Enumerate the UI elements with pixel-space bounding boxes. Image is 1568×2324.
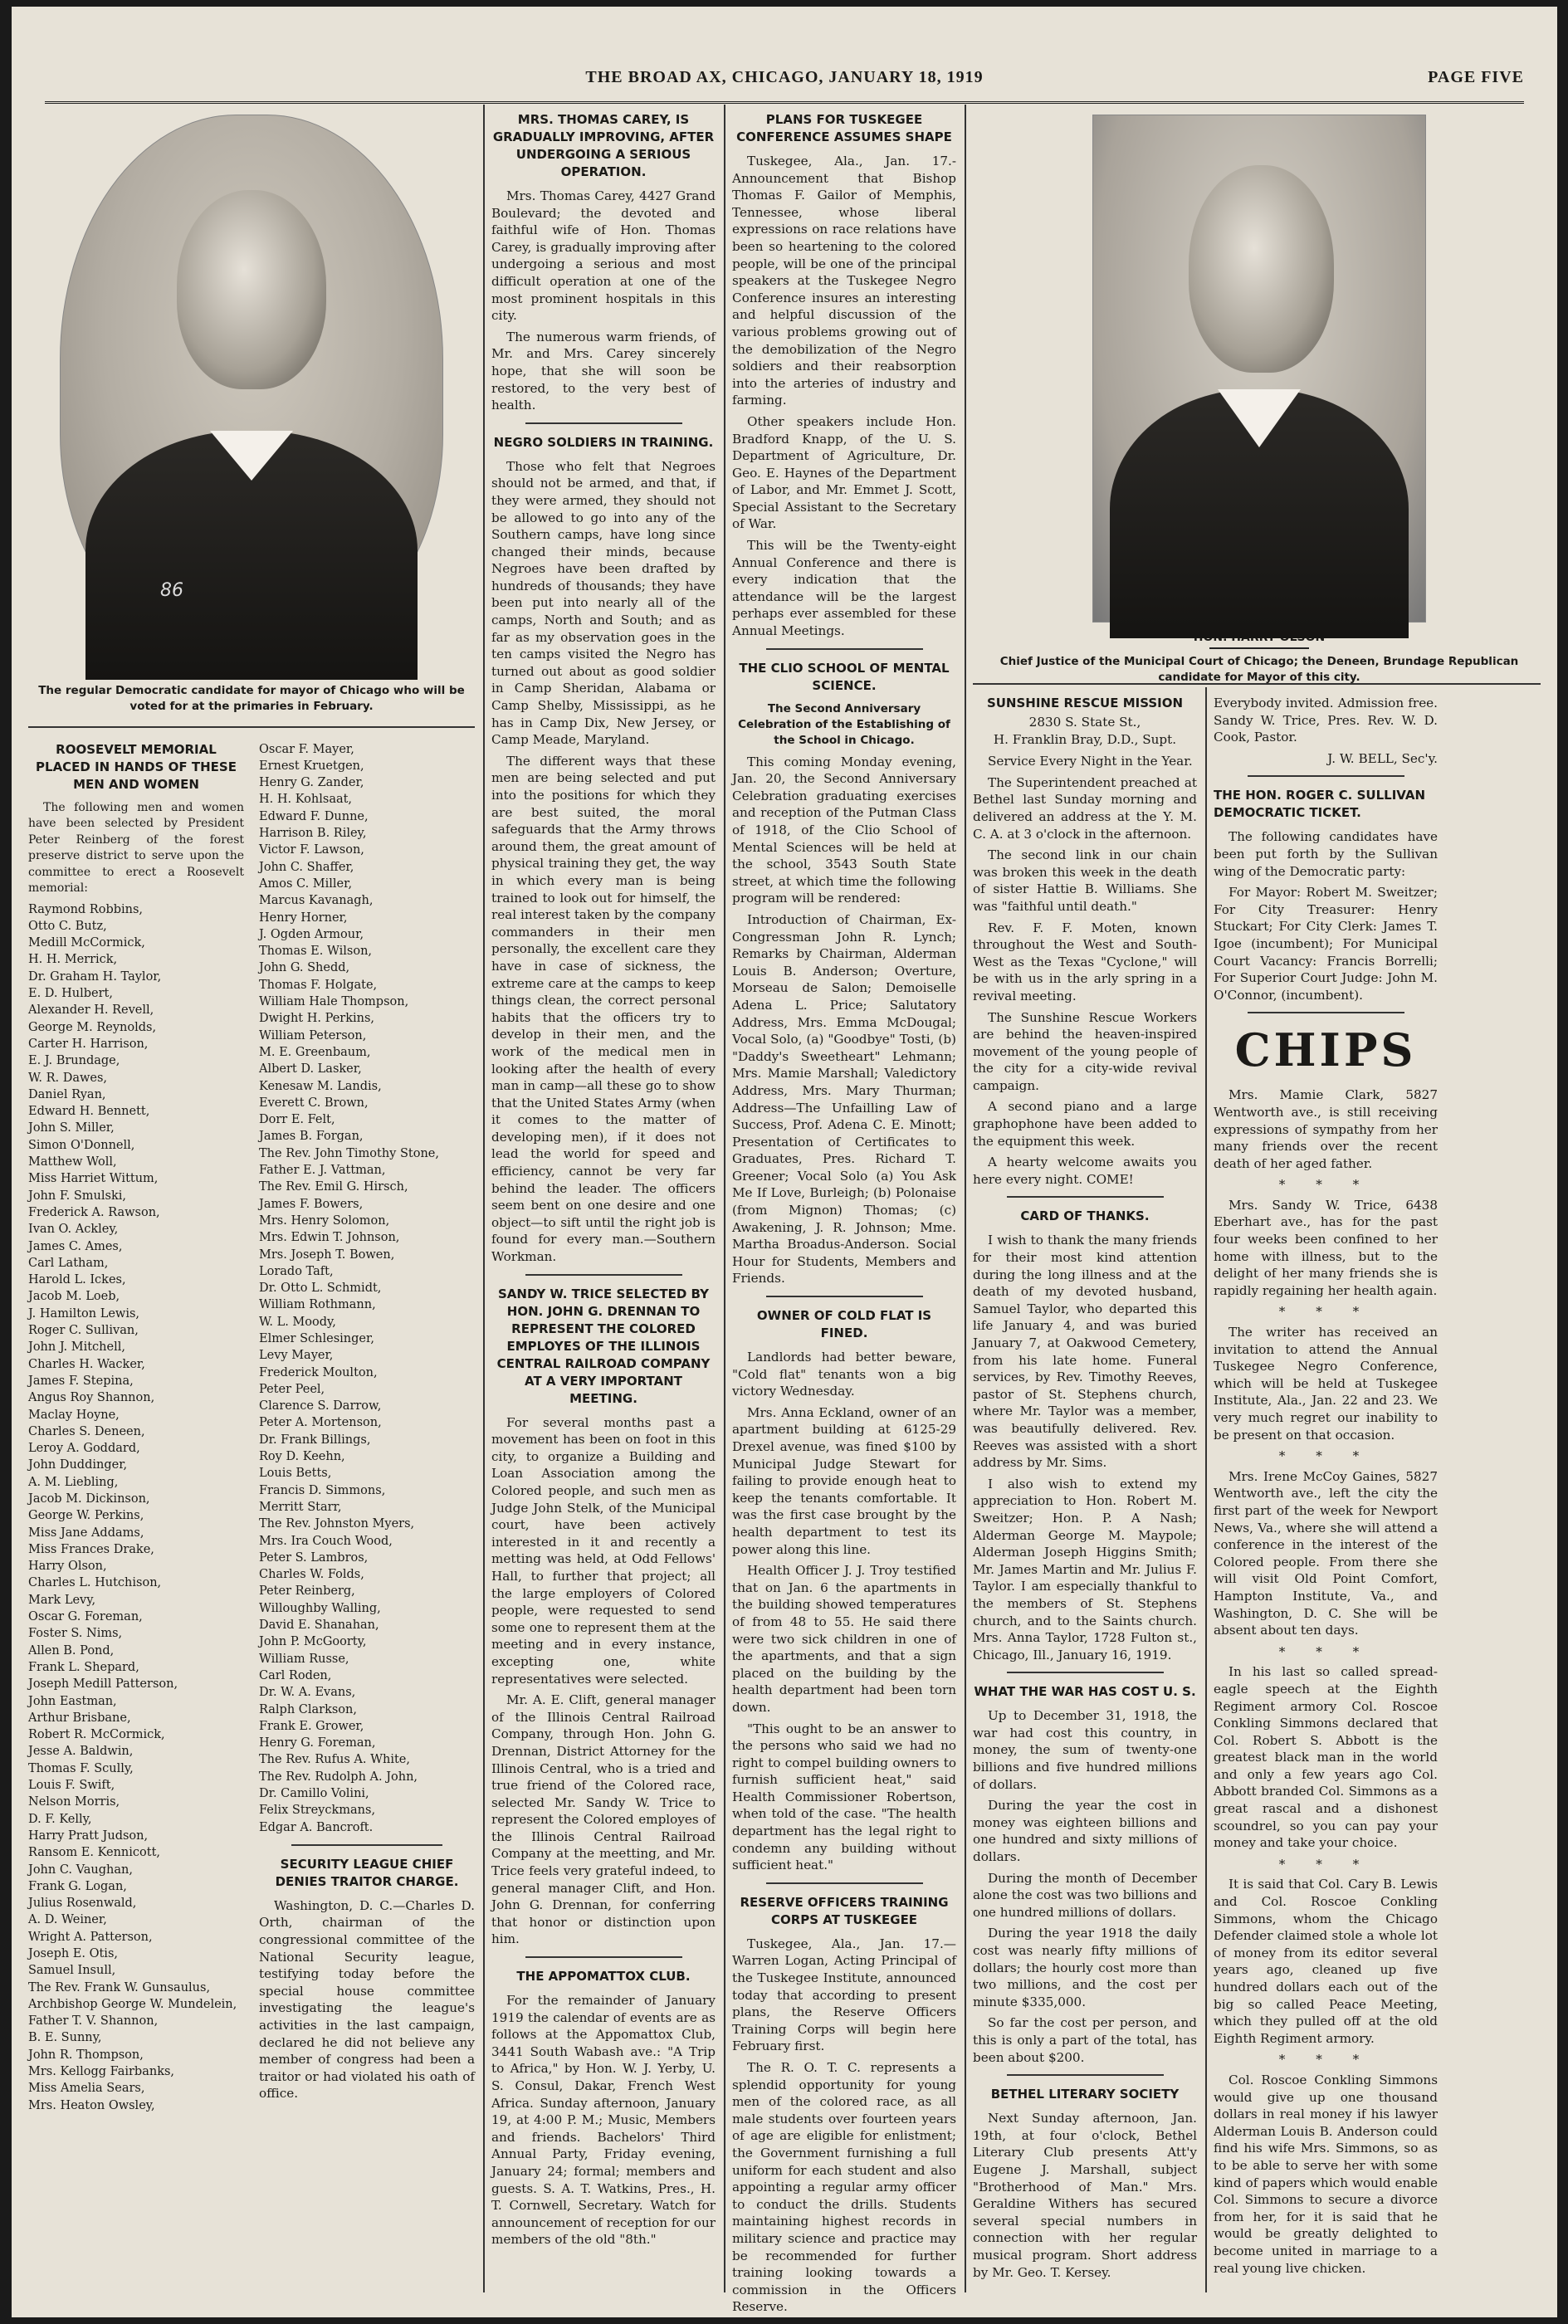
committee-name: Nelson Morris, [28, 1795, 120, 1809]
committee-name: John R. Thompson, [28, 2048, 144, 2062]
committee-name: The Rev. Rudolph A. John, [259, 1770, 418, 1784]
war-cost-paragraph: During the month of December alone the cost was two billions and one hundred millions of dollars. [973, 1870, 1197, 1920]
committee-name: The Rev. Johnston Myers, [259, 1517, 415, 1531]
committee-name: Jacob M. Loeb, [28, 1290, 120, 1304]
committee-name: Foster S. Nims, [28, 1627, 123, 1641]
divider [291, 1844, 442, 1846]
committee-name: Joseph Medill Patterson, [28, 1677, 178, 1692]
committee-name: Miss Frances Drake, [28, 1542, 154, 1556]
committee-name: Ernest Kruetgen, [259, 759, 364, 773]
committee-name: Arthur Brisbane, [28, 1711, 131, 1725]
divider [766, 648, 923, 650]
masthead: THE BROAD AX, CHICAGO, JANUARY 18, 1919 [585, 68, 984, 86]
soldiers-headline: NEGRO SOLDIERS IN TRAINING. [493, 434, 714, 450]
committee-name: Samuel Insull, [28, 1964, 116, 1978]
separator-stars: * * * [1278, 1177, 1373, 1193]
thanks-paragraph: I wish to thank the many friends for their most kind attention during the long illness and at the death of my devoted husband, Samuel Taylor, who departed this life January 4, and was buried January 7, at Oakwood Cemetery, from his late home. Funeral services, by Rev. Timothy Reeves, pastor of St. Stephens church, where Mr. Taylor was a member, was beautifully delivered. Rev. Reeves was assisted with a short address by Mr. Sims. [973, 1233, 1197, 1471]
committee-name: David E. Shanahan, [259, 1618, 379, 1633]
mission-paragraph: A hearty welcome awaits you here every night. COME! [973, 1155, 1197, 1187]
committee-name: Thomas F. Scully, [28, 1761, 134, 1775]
sullivan-paragraph: The following candidates have been put forth by the Sullivan wing of the Democratic party: [1214, 829, 1438, 879]
committee-name: E. D. Hulbert, [28, 987, 113, 1001]
committee-name: Kenesaw M. Landis, [259, 1079, 382, 1093]
divider [1248, 1012, 1404, 1013]
committee-name: Matthew Woll, [28, 1155, 117, 1169]
clio-subhead: The Second Anniversary Celebration of the Establishing of the School in Chicago. [738, 701, 950, 747]
committee-name: Carl Roden, [259, 1668, 332, 1682]
committee-name: Harrison B. Riley, [259, 827, 367, 841]
appomattox-paragraph: For the remainder of January 1919 the calendar of events are as follows at the Appomattox Club, 3441 South Wabash ave.: "A Trip to Africa," by Hon. W. J. Yerby, U. S. Consul, Dakar, French West Africa. Sunday afternoon, January 19, at 4:00 P. M.; Music, Members and friends. Bachelors' Third Annual Party, Friday evening, January 24; formal; members and guests. S. A. T. Watkins, Pres., H. T. Cornwell, Secretary. Watch for announcement of reception for our members of the old "8th." [491, 1993, 716, 2248]
tuskegee-headline: PLANS FOR TUSKEGEE CONFERENCE ASSUMES SHAPE [736, 112, 952, 144]
separator-stars: * * * [1278, 1448, 1373, 1464]
memorial-right [259, 731, 475, 2114]
committee-name: John S. Miller, [28, 1121, 115, 1135]
committee-name: Jesse A. Baldwin, [28, 1745, 134, 1759]
committee-name: William Rothmann, [259, 1298, 376, 1312]
committee-name: Dorr E. Felt, [259, 1113, 335, 1127]
committee-name: Mrs. Kellogg Fairbanks, [28, 2065, 175, 2079]
page-number: PAGE FIVE [1428, 68, 1524, 86]
committee-name: Francis D. Simmons, [259, 1483, 386, 1497]
committee-name: John C. Vaughan, [28, 1863, 133, 1877]
committee-name: George M. Reynolds, [28, 1020, 157, 1034]
chips-paragraph: In his last so called spread-eagle speech at the Eighth Regiment armory Col. Roscoe Conkling Simmons declared that Col. Robert S. Abbott is the greatest black man in the world and only a few years ago Col. Abbott branded Col. Simmons as a great rascal and a dishonest scoundrel, so you can pay your money and take your choice. [1214, 1664, 1438, 1851]
committee-name: Merritt Starr, [259, 1500, 342, 1514]
committee-name: Mrs. Heaton Owsley, [28, 2098, 155, 2112]
committee-name: Mrs. Edwin T. Johnson, [259, 1231, 400, 1245]
sullivan-headline: THE HON. ROGER C. SULLIVAN DEMOCRATIC TICKET. [1214, 788, 1426, 821]
mission-paragraph: The Sunshine Rescue Workers are behind the heaven-inspired movement of the young people of the city for a city-wide revival campaign. [973, 1009, 1197, 1093]
divider [525, 1956, 682, 1958]
divider [1007, 1672, 1164, 1673]
committee-name: Mrs. Joseph T. Bowen, [259, 1247, 395, 1262]
committee-name: Mrs. Ira Couch Wood, [259, 1534, 393, 1548]
chips-paragraph: Mrs. Irene McCoy Gaines, 5827 Wentworth ave., left the city the first part of the week for Newport News, Va., where she will attend a conference in the interest of the Colored people. From there she will visit Old Point Comfort, Hampton Institute, Va., and Washington, D. C. She will be absent about ten days. [1214, 1468, 1438, 1638]
committee-name: Ransom E. Kennicott, [28, 1846, 161, 1860]
committee-name: William Peterson, [259, 1028, 367, 1042]
committee-name: J. Ogden Armour, [259, 927, 364, 941]
committee-name: W. L. Moody, [259, 1315, 336, 1329]
memorial-headline: ROOSEVELT MEMORIAL PLACED IN HANDS OF THESE MEN AND WOMEN [36, 741, 237, 792]
security-text: Washington, D. C.—Charles D. Orth, chairman of the congressional committee of the National Security league, testifying today before the special house committee investigating the league's activities in the last campaign, declared he did not believe any member of congress had been a traitor or had violated his oath of office. [259, 1897, 475, 2102]
committee-name: Charles H. Wacker, [28, 1357, 145, 1371]
trice-paragraph: For several months past a movement has been on foot in this city, to organize a Building and Loan Association among the Colored people, and such men as Judge John Stelk, of the Municipal court, have been actively interested in it and recently a metting was held, at Odd Fellows' Hall, to further that project; all the large employers of Colored people, were requested to send some one to represent them at the meeting and in every instance, excepting one, white representatives were selected. [491, 1414, 716, 1687]
clio-headline: THE CLIO SCHOOL OF MENTAL SCIENCE. [739, 660, 950, 693]
committee-name: Clarence S. Darrow, [259, 1399, 382, 1413]
committee-name: John Eastman, [28, 1694, 117, 1708]
committee-name: A. D. Weiner, [28, 1913, 107, 1927]
trice-headline: SANDY W. TRICE SELECTED BY HON. JOHN G. DRENNAN TO REPRESENT THE COLORED EMPLOYES OF THE ILLINOIS CENTRAL RAILROAD COMPANY AT A VERY IMPORTANT MEETING. [496, 1286, 711, 1406]
war-cost-paragraph: So far the cost per person, and this is only a part of the total, has been about $200. [973, 2015, 1197, 2065]
carey-paragraph: Mrs. Thomas Carey, 4427 Grand Boulevard; the devoted and faithful wife of Hon. Thomas Carey, is gradually improving after undergoing a serious and most difficult operation at one of the most prominent hospitals in this city. [491, 188, 716, 324]
committee-name: James B. Forgan, [259, 1130, 364, 1144]
committee-name: John J. Mitchell, [28, 1340, 125, 1355]
committee-name: Amos C. Miller, [259, 876, 353, 891]
tuskegee-paragraph: Tuskegee, Ala., Jan. 17.-Announcement that Bishop Thomas F. Gailor of Memphis, Tennessee, whose liberal expressions on race relations have been so heartening to the colored people, will be one of the principal speakers at the Tuskegee Negro Conference insures an interesting and helpful discussion of the various problems growing out of the demobilization of the Negro soldiers and their reabsorption into the arteries of industry and farming. [732, 154, 956, 408]
committee-name: Frank L. Shepard, [28, 1660, 139, 1674]
committee-name: Marcus Kavanagh, [259, 894, 374, 908]
divider [525, 1274, 682, 1276]
committee-name: William Hale Thompson, [259, 995, 409, 1009]
cold-flat-paragraph: Landlords had better beware, "Cold flat" tenants won a big victory Wednesday. [732, 1350, 956, 1399]
cold-flat-paragraph: Mrs. Anna Eckland, owner of an apartment building at 6125-29 Drexel avenue, was fined $100 by Municipal Judge Stewart for failing to provide enough heat to keep the tenants comfortable. It was the first case brought by the health department to test its power along this line. [732, 1404, 956, 1557]
sullivan-paragraph: For Mayor: Robert M. Sweitzer; For City Treasurer: Henry Stuckart; For City Clerk: James T. Igoe (incumbent); For Municipal Court Vacancy: Francis Borrelli; For Superior Court Judge: John M. O'Connor, (incumbent). [1214, 885, 1438, 1003]
soldiers-paragraph: The different ways that these men are being selected and put into the positions for which they are best suited, the moral safeguards that the Army throws around them, the great amount of physical training they get, the way in which every man is being trained to look out for himself, the real interest taken by the company commanders in their men personally, the excellent care they have in case of sickness, the extreme care at the camps to keep things clean, the correct personal habits that the officers try to develop in their men, and the work of the medical men in looking after the health of every man in camp—all these go to show that the United States Army (when it comes to the matter of developing men), if it does not lead the world for speed and efficiency, cannot be very far behind the leader. The officers seem bent on one desire and one object—to sift until the right job is found for every man.—Southern Workman. [491, 753, 716, 1265]
committee-name: Henry Horner, [259, 911, 348, 925]
committee-name: Dr. Camillo Volini, [259, 1787, 369, 1800]
committee-name: Peter Peel, [259, 1382, 325, 1396]
committee-name: Raymond Robbins, [28, 902, 144, 916]
notice-paragraph: Everybody invited. Admission free. Sandy W. Trice, Pres. Rev. W. D. Cook, Pastor. [1214, 696, 1438, 745]
committee-name: The Rev. Emil G. Hirsch, [259, 1180, 408, 1194]
committee-name: Dr. Graham H. Taylor, [28, 969, 162, 984]
separator-stars: * * * [1278, 1304, 1373, 1320]
committee-name: Roy D. Keehn, [259, 1450, 345, 1464]
committee-name: John G. Shedd, [259, 961, 350, 975]
committee-name: E. J. Brundage, [28, 1054, 120, 1068]
column-rule [724, 105, 725, 2292]
portrait-olson [1092, 115, 1426, 622]
carey-paragraph: The numerous warm friends, of Mr. and Mrs. Carey sincerely hope, that she will soon be restored, to the very best of health. [491, 329, 716, 413]
committee-name: Lorado Taft, [259, 1264, 334, 1278]
divider [1248, 775, 1404, 777]
memorial-left [28, 731, 244, 2114]
committee-name: The Rev. Rufus A. White, [259, 1753, 410, 1767]
names-list-right [259, 741, 475, 1836]
separator-stars: * * * [1278, 2052, 1373, 2068]
portrait-face [1189, 165, 1334, 373]
committee-name: Harry Pratt Judson, [28, 1828, 149, 1843]
war-cost-paragraph: During the year 1918 the daily cost was nearly fifty millions of dollars; the hourly cost more than two millions, and the cost per minute $335,000. [973, 1926, 1197, 2009]
mission-paragraph: Rev. F. F. Moten, known throughout the West and South-West as the Texas "Cyclone," will be with us in the arly spring in a revival meeting. [973, 920, 1197, 1003]
committee-name: Peter S. Lambros, [259, 1550, 369, 1565]
committee-name: Louis Betts, [259, 1467, 332, 1481]
committee-name: Frederick A. Rawson, [28, 1205, 160, 1219]
committee-name: Victor F. Lawson, [259, 843, 364, 857]
committee-name: Henry G. Foreman, [259, 1736, 376, 1750]
chips-paragraph: Mrs. Mamie Clark, 5827 Wentworth ave., is still receiving expressions of sympathy from her many friends over the recent death of her aged father. [1214, 1087, 1438, 1171]
tuskegee-paragraph: This will be the Twenty-eight Annual Conference and there is every indication that the attendance will be the largest perhaps ever assembled for these Annual Meetings. [732, 538, 956, 639]
chips-paragraph: The writer has received an invitation to attend the Annual Tuskegee Negro Conference, which will be held at Tuskegee Institute, Ala., Jan. 22 and 23. We very much regret our inability to be present on that occasion. [1214, 1325, 1438, 1443]
committee-name: Oscar G. Foreman, [28, 1610, 143, 1624]
committee-name: H. H. Merrick, [28, 953, 118, 967]
committee-name: Angus Roy Shannon, [28, 1391, 155, 1405]
committee-name: Maclay Hoyne, [28, 1408, 120, 1422]
committee-name: Frank G. Logan, [28, 1879, 127, 1893]
committee-name: The Rev. John Timothy Stone, [259, 1146, 439, 1160]
committee-name: Edward F. Dunne, [259, 809, 369, 823]
committee-name: Charles W. Folds, [259, 1568, 364, 1582]
committee-name: Thomas F. Holgate, [259, 978, 378, 992]
rotc-paragraph: Tuskegee, Ala., Jan. 17.—Warren Logan, Acting Principal of the Tuskegee Institute, announced today that according to present plans, the Reserve Officers Training Corps will begin here February first. [732, 1936, 956, 2054]
cold-flat-paragraph: "This ought to be an answer to the persons who said we had no right to compel building owners to furnish sufficient heat," said Health Commissioner Robertson, when told of the case. "The health department has the legal right to condemn any building without sufficient heat." [732, 1721, 956, 1873]
committee-name: Felix Streyckmans, [259, 1804, 376, 1818]
committee-name: Charles S. Deneen, [28, 1424, 145, 1438]
column-rule [483, 105, 485, 2292]
committee-name: Harry Olson, [28, 1560, 107, 1574]
column-5 [1214, 691, 1438, 2292]
thanks-headline: CARD OF THANKS. [1020, 1208, 1150, 1224]
committee-name: Carl Latham, [28, 1256, 109, 1270]
mission-paragraph: The Superintendent preached at Bethel last Sunday morning and delivered an address at the Y. M. C. A. at 3 o'clock in the afternoon. [973, 774, 1197, 842]
committee-name: J. Hamilton Lewis, [28, 1306, 140, 1321]
masthead-bar [45, 68, 1524, 104]
committee-name: Edgar A. Bancroft. [259, 1820, 374, 1834]
mission-paragraph: The second link in our chain was broken this week in the death of sister Hattie B. Williams. She was "faithful until death." [973, 847, 1197, 914]
carey-headline: MRS. THOMAS CAREY, IS GRADUALLY IMPROVING, AFTER UNDERGOING A SERIOUS OPERATION. [492, 112, 715, 179]
memorial-section [28, 731, 475, 2114]
column-rule [1205, 687, 1207, 2292]
committee-name: Elmer Schlesinger, [259, 1331, 374, 1345]
war-cost-paragraph: During the year the cost in money was eighteen billions and one hundred and sixty millions of dollars. [973, 1798, 1197, 1865]
war-cost-headline: WHAT THE WAR HAS COST U. S. [974, 1684, 1196, 1700]
column-4 [973, 691, 1197, 2292]
committee-name: Willoughby Walling, [259, 1601, 381, 1615]
committee-name: James F. Stepina, [28, 1374, 134, 1388]
committee-name: H. H. Kohlsaat, [259, 793, 353, 807]
committee-name: Peter Reinberg, [259, 1584, 355, 1599]
bethel-headline: BETHEL LITERARY SOCIETY [990, 2087, 1180, 2102]
committee-name: Peter A. Mortenson, [259, 1416, 382, 1430]
divider [1007, 1196, 1164, 1198]
committee-name: Henry G. Zander, [259, 776, 364, 790]
committee-name: Jacob M. Dickinson, [28, 1492, 150, 1506]
separator-stars: * * * [1278, 1643, 1373, 1659]
committee-name: Daniel Ryan, [28, 1087, 106, 1101]
names-list-left [28, 901, 244, 2114]
cold-flat-headline: OWNER OF COLD FLAT IS FINED. [756, 1308, 932, 1341]
committee-name: Levy Mayer, [259, 1349, 334, 1363]
rotc-paragraph: The R. O. T. C. represents a splendid opportunity for young men of the colored race, as all male students over fourteen years of age are eligible for enlistment; the Government furnishing a full uniform for each student and also appointing a regular army officer to conduct the drills. Students maintaining highest records in military science and practice may be recommended for further training looking towards a commission in the Officers Reserve. [732, 2060, 956, 2315]
committee-name: John C. Shaffer, [259, 860, 354, 874]
committee-name: Father T. V. Shannon, [28, 2014, 159, 2029]
committee-name: Frederick Moulton, [259, 1365, 378, 1379]
mission-paragraph: Service Every Night in the Year. [988, 754, 1193, 769]
chips-paragraph: Mrs. Sandy W. Trice, 6438 Eberhart ave., has for the past four weeks been confined to her home with illness, but to the delight of her many friends she is rapidly regaining her health again. [1214, 1197, 1438, 1298]
committee-name: The Rev. Frank W. Gunsaulus, [28, 1980, 211, 1994]
divider [1007, 2074, 1164, 2076]
portrait-sweitzer [60, 115, 443, 647]
portrait-face [177, 190, 326, 389]
memorial-intro: The following men and women have been selected by President Peter Reinberg of the forest preserve district to serve upon the committee to erect a Roosevelt memorial: [28, 800, 244, 896]
clio-paragraph: Introduction of Chairman, Ex-Congressman John R. Lynch; Remarks by Chairman, Alderman Louis B. Anderson; Overture, Morseau de Salon; Demoiselle Adena L. Price; Salutatory Address, Mrs. Emma McDougal; Vocal Solo, (a) "Goodbye" Tosti, (b) "Daddy's Sweetheart" Lehmann; Mrs. Mamie Marshall; Valedictory Address, Mrs. Mary Thurman; Address—The Unfailling Law of Success, Prof. Adena C. E. Minott; Presentation of Certificates to Graduates, Pres. Richard T. Greener; Vocal Solo (a) You Ask Me If Love, Burleigh; (b) Polonaise (from Mignon) Thomas; (c) Awakening, J. R. Johnson; Mme. Martha Broadus-Anderson. Social Hour for Students, Members and Friends. [732, 911, 956, 1286]
mission-supt: H. Franklin Bray, D.D., Supt. [993, 731, 1177, 747]
divider [525, 422, 682, 424]
committee-name: M. E. Greenbaum, [259, 1045, 371, 1059]
committee-name: James C. Ames, [28, 1239, 123, 1253]
divider [28, 726, 475, 728]
committee-name: Archbishop George W. Mundelein, [28, 1997, 237, 2011]
committee-name: Oscar F. Mayer, [259, 742, 354, 756]
divider [973, 683, 1541, 685]
soldiers-paragraph: Those who felt that Negroes should not be armed, and that, if they were armed, they should not be allowed to go into any of the Southern camps, have long since changed their minds, because Negroes have been drafted by hundreds of thousands; they have been put into nearly all of the camps, North and South; and as far as my observation goes in the ten camps visited the Negro has turned out about as good soldier in Camp Sheridan, Alabama or Camp Shelby, Mississippi, as he has in Camp Dix, New Jersey, or Camp Meade, Maryland. [491, 458, 716, 748]
war-cost-paragraph: Up to December 31, 1918, the war had cost this country, in money, the sum of twenty-one billions and five hundred millions of dollars. [973, 1708, 1197, 1792]
appomattox-headline: THE APPOMATTOX CLUB. [516, 1969, 691, 1985]
chips-headline: CHIPS [1234, 1023, 1417, 1077]
column-2 [491, 106, 716, 2292]
committee-name: Everett C. Brown, [259, 1096, 369, 1110]
committee-name: Father E. J. Vattman, [259, 1164, 386, 1178]
committee-name: Harold L. Ickes, [28, 1273, 126, 1287]
chips-paragraph: It is said that Col. Cary B. Lewis and Col. Roscoe Conkling Simmons, whom the Chicago Defender claimed stole a whole lot of money from its editor several years ago, cleaned up five hundred dollars each out of the big so called Peace Meeting, which they pulled off at the old Eighth Regiment armory. [1214, 1877, 1438, 2046]
committee-name: D. F. Kelly, [28, 1812, 92, 1826]
committee-name: Simon O'Donnell, [28, 1138, 135, 1152]
photo-mark: 86 [160, 580, 183, 601]
committee-name: Wright A. Patterson, [28, 1930, 153, 1944]
separator-stars: * * * [1278, 1856, 1373, 1872]
committee-name: Allen B. Pond, [28, 1643, 115, 1658]
committee-name: John F. Smulski, [28, 1189, 126, 1203]
mission-address: 2830 S. State St., [1028, 715, 1141, 730]
trice-paragraph: Mr. A. E. Clift, general manager of the Illinois Central Railroad Company, through Hon. John G. Drennan, District Attorney for the Illinois Central, who is a tried and true friend of the Colored race, selected Mr. Sandy W. Trice to represent the Colored employes of the Illinois Central Railroad Company at the meetting, and Mr. Trice feels very grateful indeed, to general manager Clift, and Hon. John G. Drennan, for conferring that honor or distinction upon him. [491, 1692, 716, 1947]
committee-name: Joseph E. Otis, [28, 1947, 118, 1960]
committee-name: Ivan O. Ackley, [28, 1223, 119, 1237]
committee-name: Robert R. McCormick, [28, 1728, 165, 1742]
olson-block [973, 106, 1546, 684]
tuskegee-paragraph: Other speakers include Hon. Bradford Knapp, of the U. S. Department of Agriculture, Dr. Geo. E. Haynes of the Department of Labor, and Mr. Emmet J. Scott, Special Assistant to the Secretary of War. [732, 413, 956, 532]
column-1 [28, 106, 475, 2292]
committee-name: Dwight H. Perkins, [259, 1012, 375, 1026]
committee-name: Carter H. Harrison, [28, 1037, 149, 1051]
security-headline: SECURITY LEAGUE CHIEF DENIES TRAITOR CHARGE. [275, 1856, 459, 1889]
committee-name: George W. Perkins, [28, 1509, 144, 1523]
column-rule [965, 105, 966, 2292]
cold-flat-paragraph: Health Officer J. J. Troy testified that on Jan. 6 the apartments in the building showed temperatures of from 48 to 55. He said there were two sick children in one of the apartments, and that a sign placed on the building by the health department had been torn down. [732, 1563, 956, 1715]
committee-name: Roger C. Sullivan, [28, 1324, 139, 1338]
column-3 [732, 106, 956, 2315]
caption-rule [1209, 647, 1309, 649]
committee-name: Otto C. Butz, [28, 919, 107, 933]
committee-name: W. R. Dawes, [28, 1071, 108, 1085]
committee-name: William Russe, [259, 1652, 349, 1666]
committee-name: B. E. Sunny, [28, 2031, 102, 2045]
committee-name: John Duddinger, [28, 1458, 128, 1472]
committee-name: Julius Rosenwald, [28, 1897, 137, 1911]
committee-name: Miss Jane Addams, [28, 1526, 144, 1540]
committee-name: Miss Amelia Sears, [28, 2082, 145, 2096]
committee-name: Mrs. Henry Solomon, [259, 1213, 390, 1228]
thanks-paragraph: I also wish to extend my appreciation to Hon. Robert M. Sweitzer; Hon. P. A Nash; Alderman George M. Maypole; Alderman Joseph Higgins Smith; Mr. James Martin and Mr. Julius F. Taylor. I am especially thankful to the members of St. Stephens church, and to the Saints church. Mrs. Anna Taylor, 1728 Fulton st., Chicago, Ill., January 16, 1919. [973, 1476, 1197, 1662]
committee-name: Ralph Clarkson, [259, 1702, 357, 1716]
committee-name: Edward H. Bennett, [28, 1105, 150, 1119]
committee-name: Alexander H. Revell, [28, 1003, 154, 1018]
divider [766, 1296, 923, 1297]
committee-name: Charles L. Hutchison, [28, 1576, 162, 1590]
bethel-paragraph: Next Sunday afternoon, Jan. 19th, at four o'clock, Bethel Literary Club presents Att'y Eugene J. Marshall, subject "Brotherhood of Man." Mrs. Geraldine Withers has secured several special numbers in connection with her regular musical program. Short address by Mr. Geo. T. Kersey. [973, 2111, 1197, 2280]
mission-headline: SUNSHINE RESCUE MISSION [986, 696, 1184, 710]
committee-name: Dr. Otto L. Schmidt, [259, 1282, 382, 1296]
notice-signature: J. W. BELL, Sec'y. [1327, 750, 1438, 766]
newspaper-page [12, 7, 1557, 2317]
committee-name: Leroy A. Goddard, [28, 1442, 140, 1456]
sweitzer-caption: The regular Democratic candidate for mayor of Chicago who will be voted for at the primaries in February. [38, 683, 465, 713]
committee-name: Mark Levy, [28, 1593, 96, 1607]
committee-name: Albert D. Lasker, [259, 1062, 362, 1077]
committee-name: Dr. W. A. Evans, [259, 1686, 356, 1700]
committee-name: A. M. Liebling, [28, 1475, 119, 1489]
committee-name: Louis F. Swift, [28, 1779, 115, 1793]
committee-name: Miss Harriet Wittum, [28, 1172, 159, 1186]
committee-name: Thomas E. Wilson, [259, 945, 373, 959]
chips-paragraph: Col. Roscoe Conkling Simmons would give up one thousand dollars in real money if his lawyer Alderman Louis B. Anderson could find his wife Mrs. Simmons, so as to be able to serve her with some kind of papers which would enable Col. Simmons to secure a divorce from her, for it is said that he would be greatly delighted to become united in marriage to a real young live chicken. [1214, 2072, 1438, 2276]
committee-name: Medill McCormick, [28, 936, 145, 950]
committee-name: Frank E. Grower, [259, 1719, 364, 1733]
rotc-headline: RESERVE OFFICERS TRAINING CORPS AT TUSKEGEE [740, 1894, 949, 1927]
mission-paragraph: A second piano and a large graphophone have been added to the equipment this week. [973, 1099, 1197, 1149]
committee-name: Dr. Frank Billings, [259, 1433, 371, 1447]
divider [766, 1882, 923, 1884]
committee-name: James F. Bowers, [259, 1197, 364, 1211]
committee-name: John P. McGoorty, [259, 1635, 367, 1649]
olson-caption: Chief Justice of the Municipal Court of Chicago; the Deneen, Brundage Republican candidate for Mayor of this city. [999, 655, 1519, 684]
clio-paragraph: This coming Monday evening, Jan. 20, the Second Anniversary Celebration graduating exercises and reception of the Putman Class of 1918, of the Clio School of Mental Sciences will be held at the school, 3543 South State street, at which time the following program will be rendered: [732, 754, 956, 906]
